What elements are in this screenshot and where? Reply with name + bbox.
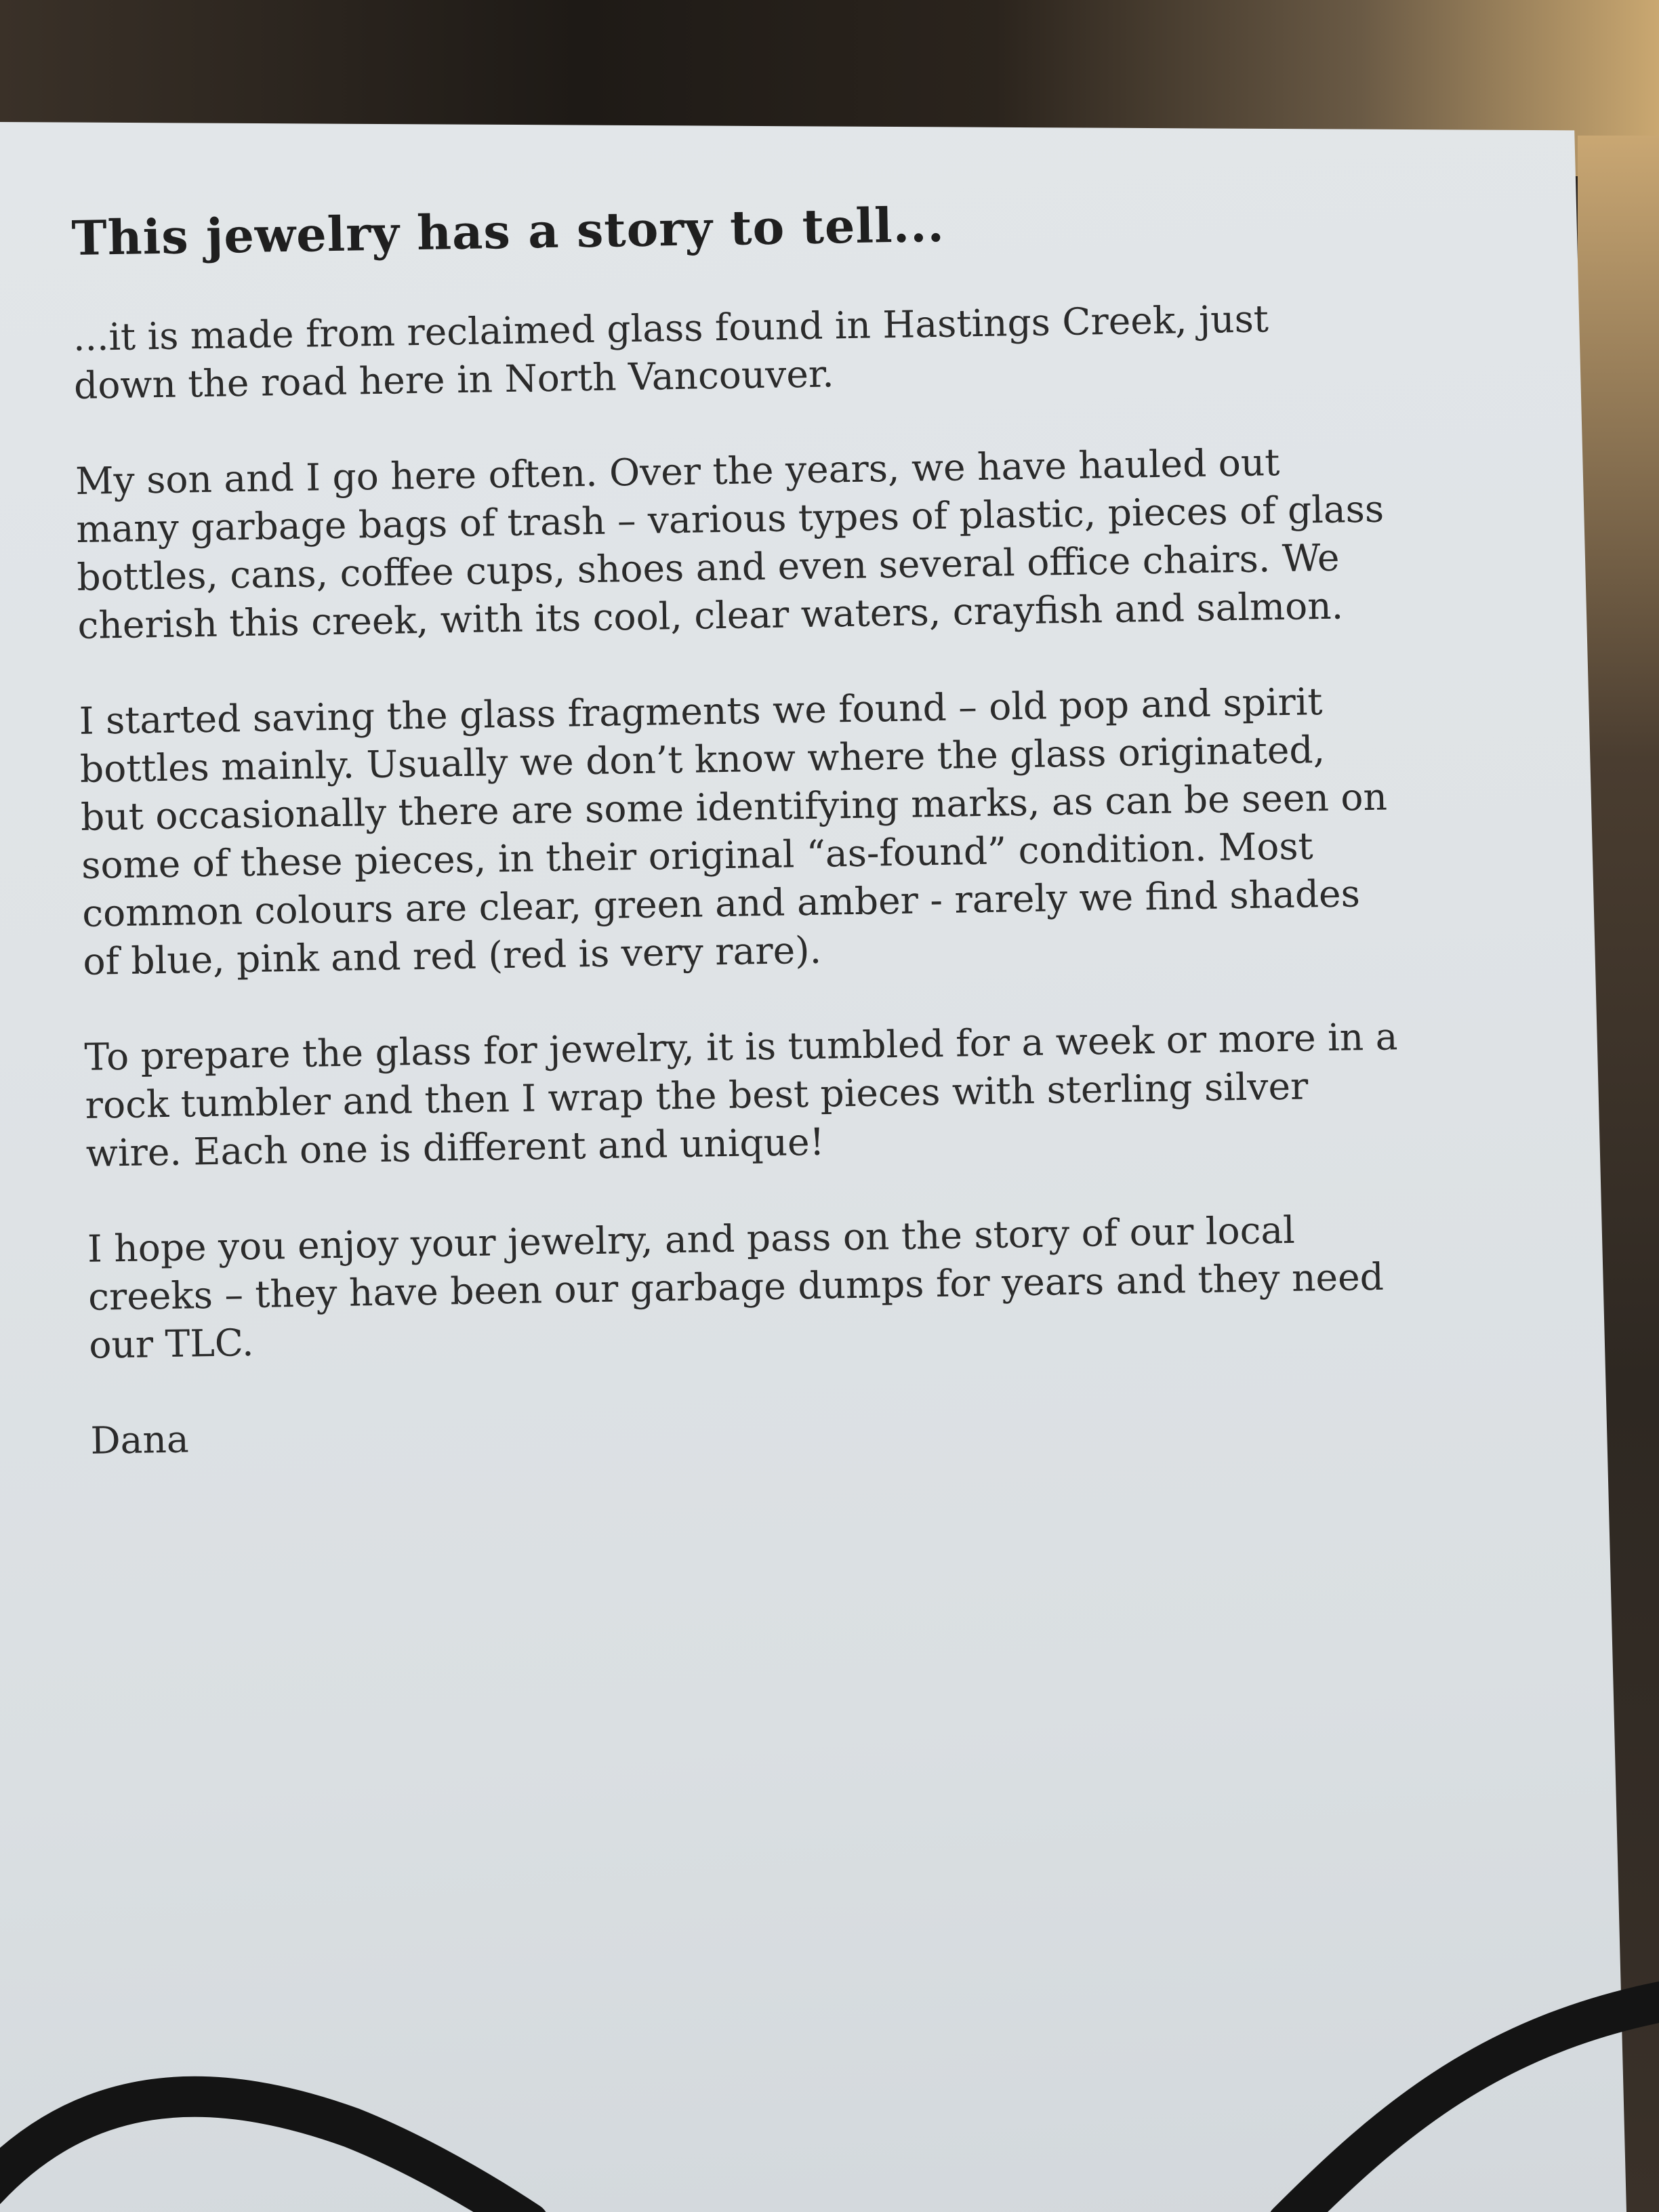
text-line: many garbage bags of trash – various types of plastic, pieces of glass [75,487,1385,551]
text-line: our TLC. [88,1320,254,1367]
paragraph-1 [73,291,1558,410]
text-line: bottles, cans, coffee cups, shoes and even several office chairs. We [77,535,1340,599]
paragraph-2 [75,434,1562,650]
paragraph-3 [79,674,1567,986]
text-line: creeks – they have been our garbage dumps for years and they need [87,1254,1385,1319]
text-line: rock tumbler and then I wrap the best pieces with sterling silver [85,1064,1309,1127]
paragraph-5 [87,1202,1574,1369]
document-body [71,187,1575,1465]
text-line: ...it is made from reclaimed glass found in Hastings Creek, just [73,297,1269,359]
text-line: I hope you enjoy your jewelry, and pass on the story of our local [87,1208,1296,1271]
text-line: wire. Each one is different and unique! [85,1120,825,1175]
text-line: common colours are clear, green and amber - rarely we find shades [81,872,1361,935]
text-line: but occasionally there are some identifying marks, as can be seen on [80,775,1388,839]
signature: Dana [90,1417,190,1462]
text-line: To prepare the glass for jewelry, it is tumbled for a week or more in a [84,1015,1398,1079]
text-line: I started saving the glass fragments we found – old pop and spirit [79,680,1323,743]
document-title: This jewelry has a story to tell... [71,196,945,266]
text-line: bottles mainly. Usually we don’t know where the glass originated, [79,728,1326,791]
text-line: of blue, pink and red (red is very rare). [82,928,822,983]
paragraph-4 [84,1010,1570,1177]
text-line: cherish this creek, with its cool, clear waters, crayfish and salmon. [77,583,1344,647]
text-line: some of these pieces, in their original “as-found” condition. Most [81,824,1314,887]
text-line: down the road here in North Vancouver. [73,352,835,407]
text-line: My son and I go here often. Over the years, we have hauled out [75,441,1280,503]
